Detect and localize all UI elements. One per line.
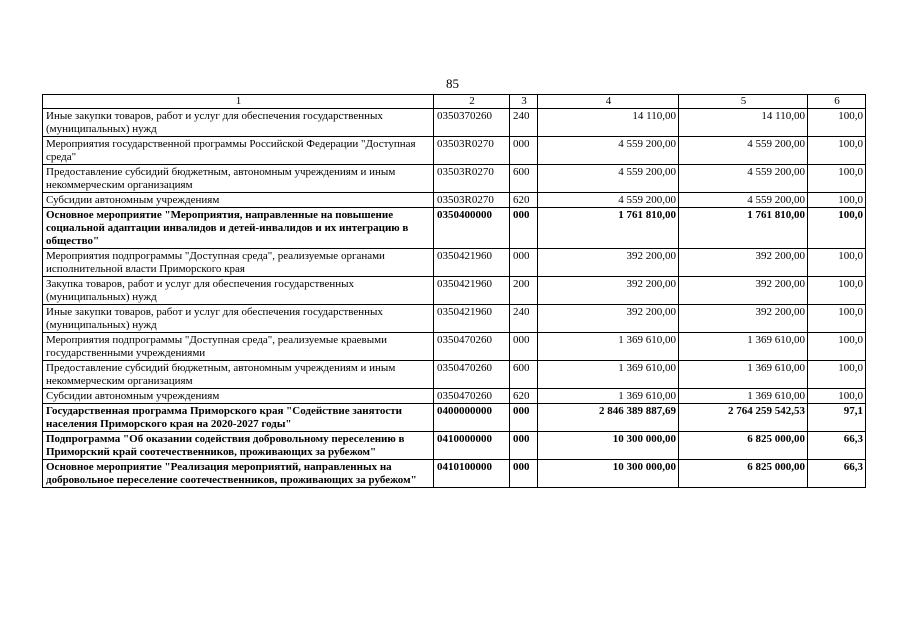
row-actual-amount: 392 200,00 bbox=[679, 305, 808, 333]
row-actual-amount: 1 761 810,00 bbox=[679, 208, 808, 249]
row-actual-amount: 1 369 610,00 bbox=[679, 361, 808, 389]
row-actual-amount: 4 559 200,00 bbox=[679, 193, 808, 208]
column-header: 5 bbox=[679, 95, 808, 109]
row-planned-amount: 392 200,00 bbox=[538, 249, 679, 277]
row-target-code: 0350470260 bbox=[434, 333, 510, 361]
page-number: 85 bbox=[446, 76, 459, 91]
row-expense-type: 240 bbox=[510, 109, 538, 137]
row-expense-type: 000 bbox=[510, 333, 538, 361]
row-actual-amount: 392 200,00 bbox=[679, 277, 808, 305]
row-target-code: 0350470260 bbox=[434, 361, 510, 389]
row-planned-amount: 10 300 000,00 bbox=[538, 432, 679, 460]
row-actual-amount: 6 825 000,00 bbox=[679, 460, 808, 488]
column-header: 2 bbox=[434, 95, 510, 109]
row-target-code: 03503R0270 bbox=[434, 193, 510, 208]
column-header: 6 bbox=[808, 95, 866, 109]
table-row bbox=[43, 165, 866, 193]
row-expense-type: 000 bbox=[510, 404, 538, 432]
row-expense-type: 240 bbox=[510, 305, 538, 333]
row-description: Государственная программа Приморского края "Содействие занятости населения Приморского края на 2020-2027 годы" bbox=[43, 404, 434, 432]
row-description: Основное мероприятие "Реализация мероприятий, направленных на добровольное переселение соотечественников, проживающих за рубежом" bbox=[43, 460, 434, 488]
row-planned-amount: 10 300 000,00 bbox=[538, 460, 679, 488]
table-row bbox=[43, 460, 866, 488]
row-description: Предоставление субсидий бюджетным, автономным учреждениям и иным некоммерческим организациям bbox=[43, 361, 434, 389]
row-percent: 100,0 bbox=[808, 249, 866, 277]
row-target-code: 0350421960 bbox=[434, 249, 510, 277]
row-target-code: 0410000000 bbox=[434, 432, 510, 460]
table-header-row bbox=[43, 95, 866, 109]
row-target-code: 03503R0270 bbox=[434, 137, 510, 165]
row-description: Мероприятия подпрограммы "Доступная среда", реализуемые органами исполнительной власти Приморского края bbox=[43, 249, 434, 277]
row-description: Закупка товаров, работ и услуг для обеспечения государственных (муниципальных) нужд bbox=[43, 277, 434, 305]
row-planned-amount: 392 200,00 bbox=[538, 277, 679, 305]
row-description: Мероприятия государственной программы Российской Федерации "Доступная среда" bbox=[43, 137, 434, 165]
row-description: Субсидии автономным учреждениям bbox=[43, 193, 434, 208]
row-percent: 100,0 bbox=[808, 165, 866, 193]
row-target-code: 0350470260 bbox=[434, 389, 510, 404]
table-body bbox=[43, 109, 866, 488]
row-target-code: 0350400000 bbox=[434, 208, 510, 249]
row-actual-amount: 392 200,00 bbox=[679, 249, 808, 277]
row-description: Мероприятия подпрограммы "Доступная среда", реализуемые краевыми государственными учреждениями bbox=[43, 333, 434, 361]
row-percent: 100,0 bbox=[808, 333, 866, 361]
row-target-code: 0400000000 bbox=[434, 404, 510, 432]
table-row bbox=[43, 193, 866, 208]
row-description: Иные закупки товаров, работ и услуг для обеспечения государственных (муниципальных) нужд bbox=[43, 109, 434, 137]
column-header: 4 bbox=[538, 95, 679, 109]
row-percent: 100,0 bbox=[808, 389, 866, 404]
row-actual-amount: 6 825 000,00 bbox=[679, 432, 808, 460]
table-row bbox=[43, 208, 866, 249]
row-target-code: 03503R0270 bbox=[434, 165, 510, 193]
row-planned-amount: 1 761 810,00 bbox=[538, 208, 679, 249]
row-percent: 100,0 bbox=[808, 109, 866, 137]
table-row bbox=[43, 277, 866, 305]
row-percent: 66,3 bbox=[808, 460, 866, 488]
row-percent: 97,1 bbox=[808, 404, 866, 432]
table-row bbox=[43, 361, 866, 389]
row-description: Субсидии автономным учреждениям bbox=[43, 389, 434, 404]
row-planned-amount: 1 369 610,00 bbox=[538, 361, 679, 389]
row-planned-amount: 4 559 200,00 bbox=[538, 193, 679, 208]
row-percent: 66,3 bbox=[808, 432, 866, 460]
row-actual-amount: 14 110,00 bbox=[679, 109, 808, 137]
row-expense-type: 000 bbox=[510, 249, 538, 277]
row-description: Предоставление субсидий бюджетным, автономным учреждениям и иным некоммерческим организациям bbox=[43, 165, 434, 193]
row-percent: 100,0 bbox=[808, 361, 866, 389]
column-header: 3 bbox=[510, 95, 538, 109]
table-row bbox=[43, 432, 866, 460]
row-planned-amount: 1 369 610,00 bbox=[538, 389, 679, 404]
row-planned-amount: 1 369 610,00 bbox=[538, 333, 679, 361]
table-row bbox=[43, 389, 866, 404]
table-row bbox=[43, 249, 866, 277]
table-row bbox=[43, 404, 866, 432]
row-planned-amount: 14 110,00 bbox=[538, 109, 679, 137]
row-planned-amount: 392 200,00 bbox=[538, 305, 679, 333]
row-expense-type: 000 bbox=[510, 460, 538, 488]
column-header: 1 bbox=[43, 95, 434, 109]
table-row bbox=[43, 333, 866, 361]
row-target-code: 0410100000 bbox=[434, 460, 510, 488]
row-expense-type: 600 bbox=[510, 165, 538, 193]
row-expense-type: 620 bbox=[510, 193, 538, 208]
row-actual-amount: 4 559 200,00 bbox=[679, 137, 808, 165]
table-row bbox=[43, 137, 866, 165]
table-row bbox=[43, 305, 866, 333]
row-expense-type: 000 bbox=[510, 137, 538, 165]
row-expense-type: 000 bbox=[510, 432, 538, 460]
row-description: Иные закупки товаров, работ и услуг для обеспечения государственных (муниципальных) нужд bbox=[43, 305, 434, 333]
row-target-code: 0350421960 bbox=[434, 305, 510, 333]
row-percent: 100,0 bbox=[808, 208, 866, 249]
row-expense-type: 200 bbox=[510, 277, 538, 305]
row-description: Основное мероприятие "Мероприятия, направленные на повышение социальной адаптации инвалидов и детей-инвалидов и их интеграцию в общество" bbox=[43, 208, 434, 249]
row-actual-amount: 4 559 200,00 bbox=[679, 165, 808, 193]
row-percent: 100,0 bbox=[808, 137, 866, 165]
row-expense-type: 000 bbox=[510, 208, 538, 249]
row-expense-type: 620 bbox=[510, 389, 538, 404]
row-planned-amount: 2 846 389 887,69 bbox=[538, 404, 679, 432]
row-expense-type: 600 bbox=[510, 361, 538, 389]
row-actual-amount: 2 764 259 542,53 bbox=[679, 404, 808, 432]
row-actual-amount: 1 369 610,00 bbox=[679, 333, 808, 361]
budget-table bbox=[42, 94, 866, 488]
table-row bbox=[43, 109, 866, 137]
row-target-code: 0350421960 bbox=[434, 277, 510, 305]
row-planned-amount: 4 559 200,00 bbox=[538, 165, 679, 193]
row-percent: 100,0 bbox=[808, 193, 866, 208]
row-actual-amount: 1 369 610,00 bbox=[679, 389, 808, 404]
row-planned-amount: 4 559 200,00 bbox=[538, 137, 679, 165]
row-target-code: 0350370260 bbox=[434, 109, 510, 137]
row-percent: 100,0 bbox=[808, 305, 866, 333]
row-description: Подпрограмма "Об оказании содействия добровольному переселению в Приморский край соотечественников, проживающих за рубежом" bbox=[43, 432, 434, 460]
row-percent: 100,0 bbox=[808, 277, 866, 305]
